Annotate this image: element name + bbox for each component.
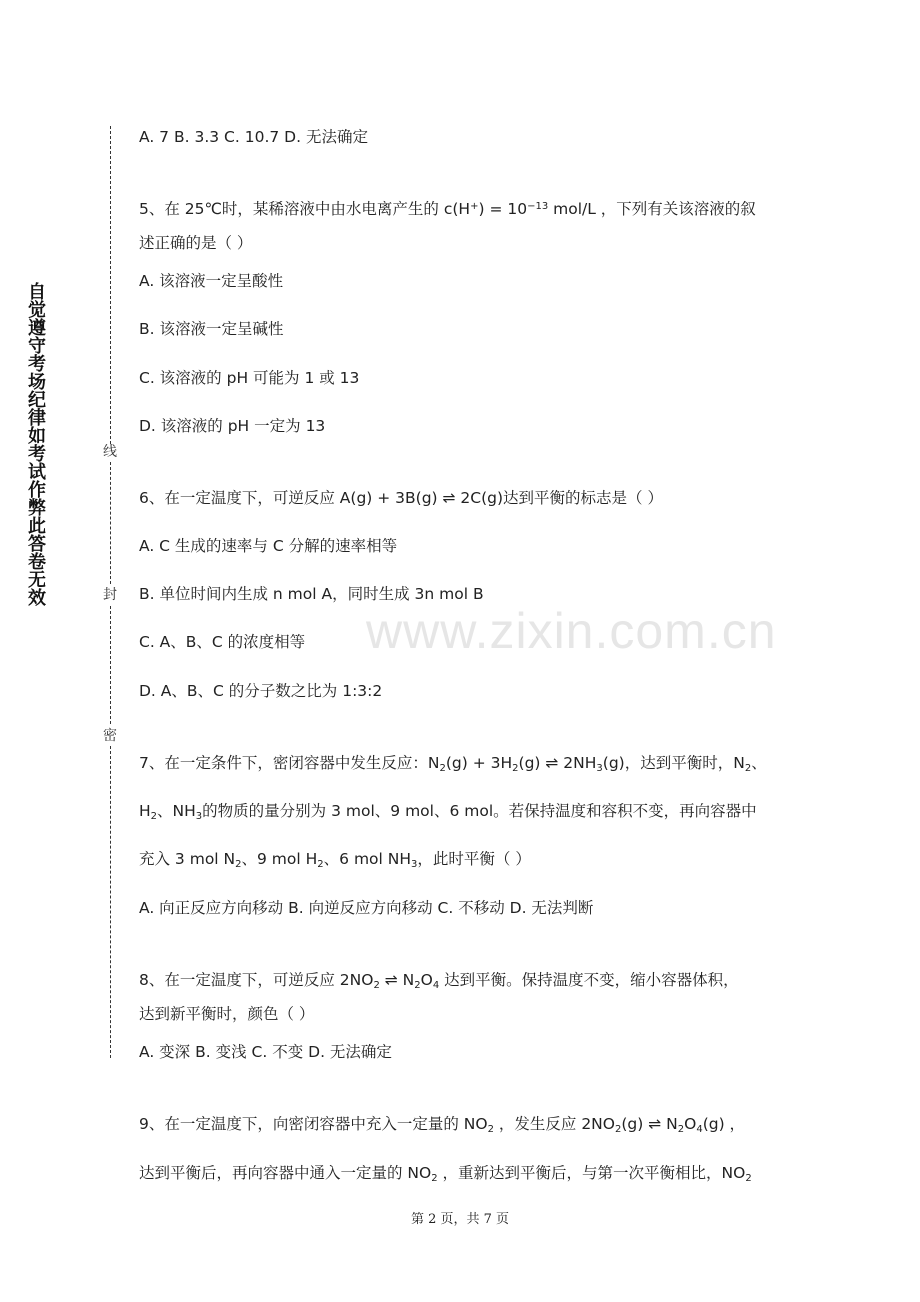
binding-dashed-line-bottom <box>110 746 111 1058</box>
q8-stem-line2: 达到新平衡时，颜色（ ） <box>139 1005 315 1023</box>
seal-mark-secret: 密 <box>103 728 117 744</box>
q7-stem-line1: 7、在一定条件下，密闭容器中发生反应：$N_2(g) + 3H_2(g)$ ⇌ $2NH_3(g)$，达到平衡时，$N_2$、 <box>139 754 767 774</box>
q6-stem: 6、在一定温度下，可逆反应 A(g) + 3B(g) ⇌ 2C(g)达到平衡的标志是（ ） <box>139 489 663 507</box>
seal-mark-line: 线 <box>103 444 117 460</box>
q7-stem-line2: $H_2$、$NH_3$的物质的量分别为 3 mol、9 mol、6 mol。若保持温度和容积不变，再向容器中 <box>139 802 757 822</box>
q5-option-c: C. 该溶液的 pH 可能为 1 或 13 <box>139 369 360 387</box>
binding-dashed-line-top <box>110 126 111 444</box>
page-footer: 第 2 页，共 7 页 <box>410 1212 510 1227</box>
watermark: www.zixin.com.cn <box>366 603 777 659</box>
side-notice: 自觉遵守考场纪律如考试作弊此答卷无效 <box>25 282 46 606</box>
q8-stem-line1: 8、在一定温度下，可逆反应 $2NO_2$ ⇌ $N_2O_4$ 达到平衡。保持温度不变，缩小容器体积， <box>139 971 739 991</box>
q5-stem-line2: 述正确的是（ ） <box>139 234 253 252</box>
q9-stem-line2: 达到平衡后，再向容器中通入一定量的 $NO_2$ ，重新达到平衡后，与第一次平衡相比，$NO_2$ <box>139 1164 752 1184</box>
q6-option-d: D. A、B、C 的分子数之比为 1:3:2 <box>139 682 383 700</box>
q6-option-a: A. C 生成的速率与 C 分解的速率相等 <box>139 537 398 555</box>
q5-stem-line1: 5、在 25℃时，某稀溶液中由水电离产生的 $c(H^+) = 10^{-13}$ mol/L ，下列有关该溶液的叙 <box>139 200 756 218</box>
q7-stem-line3: 充入 3 mol $N_2$、9 mol $H_2$、6 mol $NH_3$，此时平衡（ ） <box>139 850 531 870</box>
q5-option-d: D. 该溶液的 pH 一定为 13 <box>139 417 326 435</box>
binding-dashed-line-mid <box>110 462 111 584</box>
q7-options: A. 向正反应方向移动 B. 向逆反应方向移动 C. 不移动 D. 无法判断 <box>139 899 594 917</box>
q4-options: A. 7 B. 3.3 C. 10.7 D. 无法确定 <box>139 128 368 146</box>
q6-option-c: C. A、B、C 的浓度相等 <box>139 633 306 651</box>
q6-option-b: B. 单位时间内生成 n mol A，同时生成 3n mol B <box>139 585 484 603</box>
seal-mark-seal: 封 <box>103 587 117 603</box>
q5-option-a: A. 该溶液一定呈酸性 <box>139 272 284 290</box>
binding-dashed-line-low <box>110 606 111 724</box>
q5-option-b: B. 该溶液一定呈碱性 <box>139 320 284 338</box>
q8-options: A. 变深 B. 变浅 C. 不变 D. 无法确定 <box>139 1043 392 1061</box>
q9-stem-line1: 9、在一定温度下，向密闭容器中充入一定量的 $NO_2$ ，发生反应 $2NO_2(g)$ ⇌ $N_2O_4(g)$ ， <box>139 1115 746 1135</box>
